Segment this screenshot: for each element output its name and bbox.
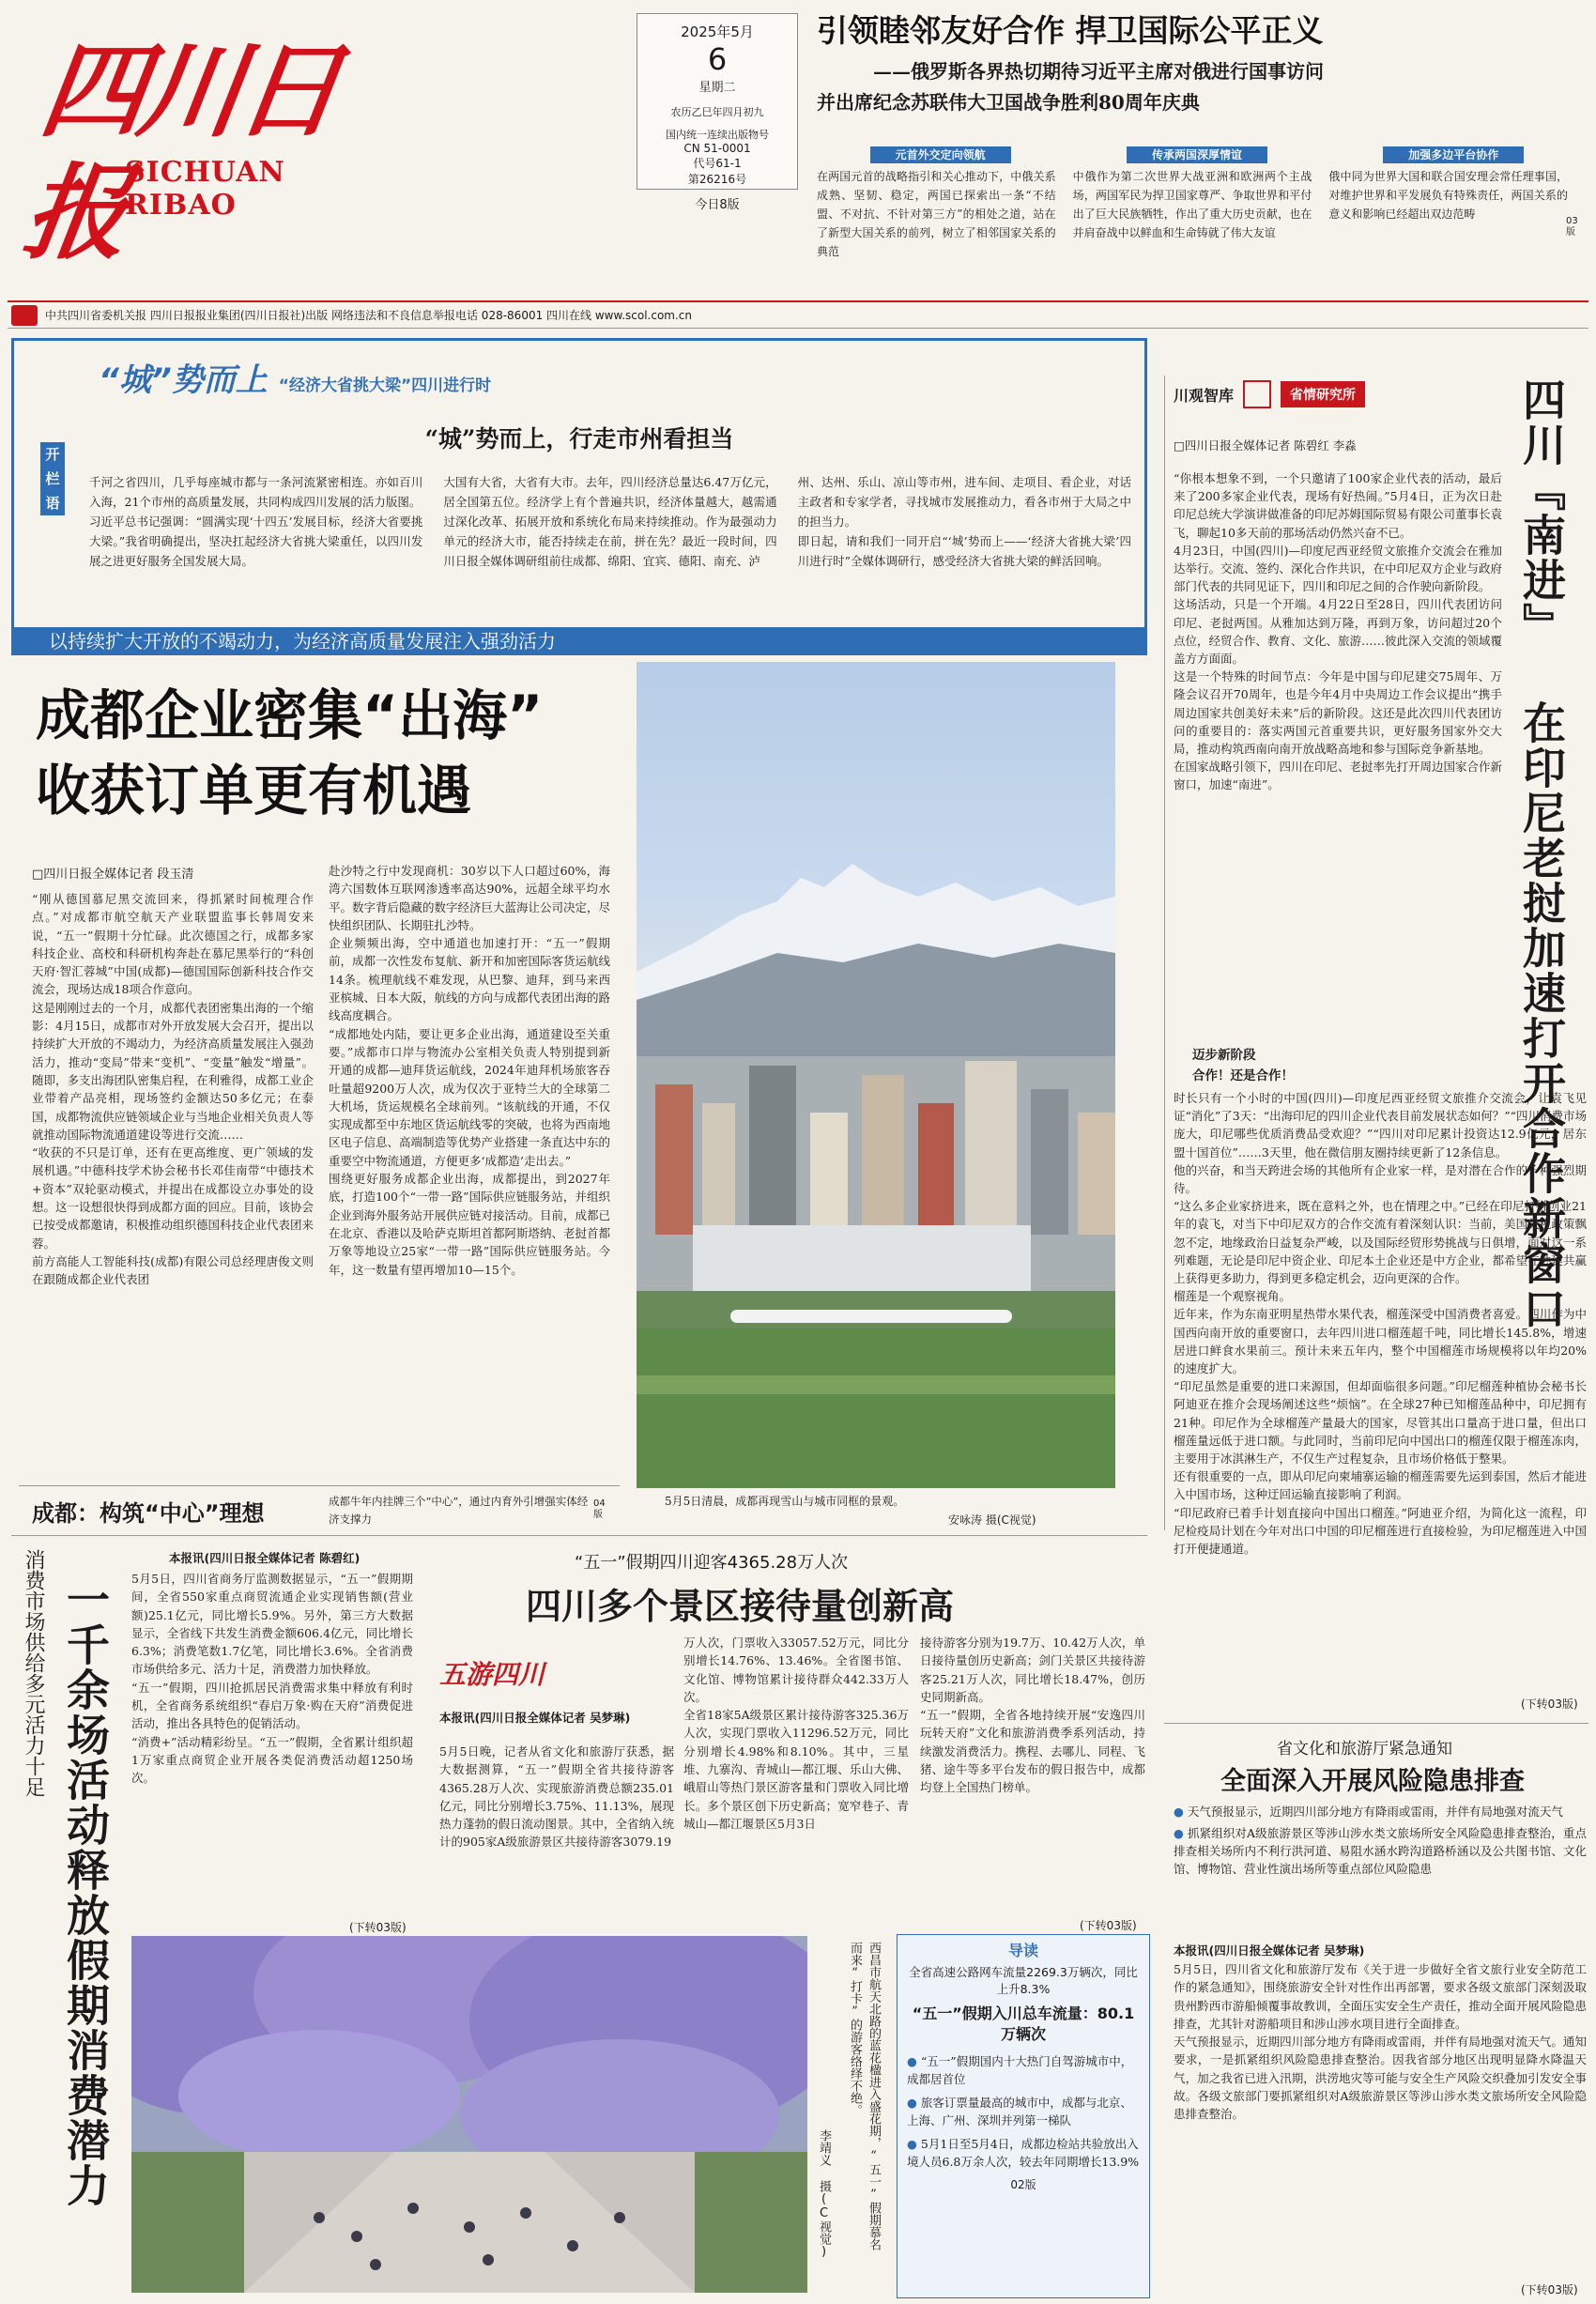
pointer-text: 成都牛年内挂牌三个“中心”，通过内育外引增强实体经济支撑力 (329, 1495, 589, 1526)
guide-item (898, 2047, 1149, 2090)
date-day: 6 (707, 41, 728, 77)
tourism-logo: 五游四川 (439, 1659, 545, 1690)
feature-column: 大国有大省，大省有大市。去年，四川经济总量达6.47万亿元，居全国第五位。经济学上有个普遍共识，经济体量越大，越需通过深化改革、拓展开放和系统化布局来持续推动。作为最强动力单元的经济大市，能否持续走在前，拼在先？最近一段时间，四川日报全媒体调研组前往成都、绵阳、宜宾、德阳、南充、泸 (443, 475, 777, 568)
tourism-column-2: 万人次，门票收入33057.52万元，同比分别增长14.76%、13.46%。全省图书馆、文化馆、博物馆累计接待群众442.33万人次。 全省18家5A级景区累计接待游客325.36万人次，实现门票收入11296.52万元，同比分别增长4.98%和8.10%。其中，三星堆、九寨沟、青城山—都江堰、乐山大佛、峨眉山等热门景区游客量和门票收入同比增长。多个景区创下历史新高；宽窄巷子、青城山—都江堰景区5月3日 (683, 1636, 909, 1831)
lead-photo (637, 662, 1115, 1488)
guide-item-text: 5月1日至5月4日，成都边检站共验放出入境人员6.8万余人次，较去年同期增长13.9% (907, 2137, 1140, 2169)
tourism-turn: (下转03版) (1080, 1919, 1137, 1932)
serial-code: 代号61-1 (693, 157, 742, 170)
jacaranda-street-illustration (131, 1936, 807, 2293)
consume-vertical-kicker: 消费市场供给多元活力十足 (22, 1549, 45, 1797)
think-tank-header (1174, 380, 1365, 408)
feature-box (11, 338, 1147, 653)
jacaranda-caption: 西昌市航天北路的蓝花楹进入盛花期，“五一”假期慕名而来“打卡”的游客络绎不绝。 (848, 1942, 881, 2250)
newspaper-logo-icon (11, 305, 38, 326)
risk-turn: (下转03版) (1521, 2283, 1578, 2296)
date-lunar: 农历乙巳年四月初九 (670, 106, 764, 118)
lead-photo-credit: 安咏涛 摄(C视觉) (948, 1513, 1036, 1527)
think-subhead-1: 迈步新阶段 (1192, 1048, 1256, 1063)
pointer-title: 成都：构筑“中心”理想 (32, 1500, 265, 1527)
feature-headline: “城”势而上，行走市州看担当 (424, 425, 734, 453)
tourism-kicker: “五一”假期四川迎客4365.28万人次 (575, 1553, 849, 1573)
jacaranda-credit: 李靖义 摄(C视觉) (817, 2129, 831, 2259)
top-news-page-ref: 03 版 (1566, 216, 1578, 238)
risk-bullet-text: 天气预报显示，近期四川部分地方有降雨或雷雨，并伴有局地强对流天气 (1187, 1805, 1563, 1819)
tourism-headline: 四川多个景区接待量创新高 (526, 1586, 955, 1627)
jacaranda-photo (131, 1936, 807, 2293)
think-tank-logo: 川观智库 (1174, 386, 1235, 405)
consume-body: 5月5日，四川省商务厅监测数据显示，“五一”假期期间，全省550家重点商贸流通企业实现销售额(营业额)25.1亿元，同比增长5.9%。另外，第三方大数据显示，全省线下共发生消费金额606.4亿元，同比增长6.3%；消费笔数1.7亿笔，同比增长3.6%。全省消费市场供给多元、活力十足，消费潜力加快释放。 “五一”假期，四川抢抓居民消费需求集中释放有利时机，全省商务系统组织“春启万象·购在天府”消费促进活动，推出各具特色的促销活动。 “消费+”活动精彩纷呈。“五一”假期，全省累计组织超1万家重点商贸企业开展各类促消费活动超1250场次。 (131, 1572, 413, 1786)
think-vertical-title: 四川『南进』 在印尼老挝加速打开合作新窗口 (1516, 377, 1567, 1331)
risk-bullet-text: 抓紧组织对A级旅游景区等涉山涉水类文旅场所安全风险隐患排查整治，重点排查相关场所内不利行洪河道、易阻水涵水跨沟道路桥涵以及公共图书馆、文化馆、博物馆、营业性演出场所等重点部位风险隐患 (1174, 1826, 1587, 1876)
risk-byline: 本报讯(四川日报全媒体记者 吴梦琳) (1174, 1943, 1365, 1958)
feature-column: 千河之省四川，几乎每座城市都与一条河流紧密相连。亦如百川入海，21个市州的高质量发展，共同构成四川发展的活力版图。 习近平总书记强调：“圆满实现‘十四五’发展目标，经济大省要挑大梁。”我省明确提出，坚决扛起经济大省挑大梁重任，以四川发展之进更好服务全国发展大局。 (89, 475, 423, 568)
lead-headline-1: 成都企业密集“出海” (36, 684, 544, 747)
top-news-column-label: 加强多边平台协作 (1383, 146, 1524, 163)
pointer-page: 04 版 (593, 1498, 606, 1520)
date-weekday: 星期二 (698, 81, 736, 95)
serial-label: 国内统一连续出版物号 (666, 129, 769, 141)
think-tank-emblem-icon (1243, 380, 1271, 408)
think-turn: (下转03版) (1521, 1697, 1578, 1711)
think-byline: □四川日报全媒体记者 陈碧红 李淼 (1174, 438, 1357, 453)
guide-page: 02版 (1010, 2178, 1036, 2191)
risk-bullet (1174, 1824, 1587, 1878)
lead-headline-2: 收获订单更有机遇 (36, 759, 472, 822)
masthead (16, 13, 392, 273)
info-bar (8, 300, 1588, 329)
guide-title: 导读 (1007, 1942, 1038, 1959)
top-news-column-text: 俄中同为世界大国和联合国安理会常任理事国，对维护世界和平发展负有特殊责任，两国关系的意义和影响已经超出双边范畴 (1328, 170, 1569, 221)
think-body-2: 时长只有一个小时的中国(四川)—印度尼西亚经贸文旅推介交流会，让袁飞见证“消化”了3天：“出海印尼的四川企业代表目前发展状态如何？”“四川消费市场庞大，印尼哪些优质消费品受欢迎？”“四川对印尼累计投资达12.9亿元，居东盟十国首位”……3天里，他在微信朋友圈持续更新了12条信息。 他的兴奋，和当天跨进会场的其他所有企业家一样，是对潜在合作的一种强烈期待。 “这么多企业家挤进来，既在意料之外，也在情理之中。”已经在印尼打拼创业21年的袁飞，对当下中印尼双方的合作交流有着深刻认识：当前，美国关税政策飘忽不定，地缘政治日益复杂严峻，以及国际经贸形势挑战与日俱增，面对这一系列难题，无论是印尼中资企业、印尼本土企业还是中方企业，都希望在共建共赢上获得更多助力，得到更多稳定机会，迈向更深的合作。 榴莲是一个观察视角。 近年来，作为东南亚明星热带水果代表，榴莲深受中国消费者喜爱。四川作为中国西向南开放的重要窗口，去年四川进口榴莲超千吨，同比增长145.8%，增速居进口鲜食水果前三。预计未来五年内，整个中国榴莲市场规模将以年均20%的速度扩大。 “印尼虽然是重要的进口来源国，但却面临很多问题。”印尼榴莲种植协会秘书长阿迪亚在推介会现场阐述这些“烦恼”。在全球27种已知榴莲品种中，印尼拥有21种。印尼作为全球榴莲产量最大的国家，尽管其出口量高于进口量，但出口榴莲量远低于进口额。与此同时，当前印尼向中国出口的榴莲仅限于榴莲冻肉，主要用于冰淇淋生产，不仅生产过程复杂，且市场价格低于整果。 还有很重要的一点，即从印尼向柬埔寨运输的榴莲需要先运到泰国，然后才能进入中国市场，这种迂回运输直接影响了利润。 “印尼政府已着手计划直接向中国出口榴莲。”阿迪亚介绍，为简化这一流程，印尼检疫局计划在今年对出口中国的印尼榴莲进行直接检验，为印尼榴莲进入中国打开便捷通道。 (1174, 1091, 1587, 1557)
info-bar-text: 中共四川省委机关报 四川日报报业集团(四川日报社)出版 网络违法和不良信息举报电话 028-86001 四川在线 www.scol.com.cn (45, 309, 692, 322)
feature-opening-tag: 开 栏 语 (40, 442, 65, 515)
think-subhead-2: 合作！还是合作！ (1192, 1068, 1294, 1083)
guide-lead: 全省高速公路网车流量2269.3万辆次，同比上升8.3% (909, 1965, 1138, 1996)
guide-box (897, 1934, 1150, 2298)
top-news-column-label: 传承两国深厚情谊 (1127, 146, 1267, 163)
top-news-title: 引领睦邻友好合作 捍卫国际公平正义 (817, 12, 1324, 49)
city-skyline-illustration (637, 662, 1115, 1488)
risk-bullet (1174, 1803, 1587, 1820)
think-body-1: “你根本想象不到，一个只邀请了100家企业代表的活动，最后来了200多家企业代表，现场有好热闹。”5月4日，正为次日赴印尼总统大学演讲做准备的印尼苏姆国际贸易有限公司董事长袁飞，聊起10多天前的那场活动仍然兴奋不已。 4月23日，中国(四川)—印度尼西亚经贸文旅推介交流会在雅加达举行。交流、签约、深化合作共识，在中印尼双方企业与政府部门代表的共同见证下，四川和印尼之间的合作驶向新阶段。 这场活动，只是一个开端。4月22日至28日，四川代表团访问印尼、老挝两国。从雅加达到万隆，再到万象，访问超过20个点位，经贸合作、教育、文化、旅游……彼此深入交流的领域覆盖方方面面。 这是一个特殊的时间节点：今年是中国与印尼建交75周年、万隆会议召开70周年，也是今年4月中央周边工作会议提出“携手周边国家共创美好未来”后的新阶段。这还是此次四川代表团访问的重要目的：落实两国元首重要共识，更好服务国家外交大局，推动构筑西南向南开放战略高地和参与国际竞争新基地。 在国家战略引领下，四川在印尼、老挝率先打开周边国家合作新窗口，加速“南进”。 (1174, 471, 1502, 792)
tourism-column-1: 5月5日晚，记者从省文化和旅游厅获悉，据大数据测算，“五一”假期全省共接待游客4365.28万人次、实现旅游消费总额235.01亿元，同比分别增长3.75%、11.13%，展现热力蓬勃的假日流动图景。其中，全省纳入统计的905家A级旅游景区共接待游客3079.19 (439, 1744, 674, 1850)
top-news-subtitle-2: 并出席纪念苏联伟大卫国战争胜利80周年庆典 (817, 91, 1200, 114)
top-news-column-text: 中俄作为第二次世界大战亚洲和欧洲两个主战场，两国军民为捍卫国家尊严、争取世界和平付出了巨大民族牺牲，作出了重大历史贡献，也在并肩奋战中以鲜血和生命铸就了伟大友谊 (1072, 170, 1312, 239)
top-news-column-label: 元首外交定向领航 (870, 146, 1011, 163)
masthead-title: 四川日报 (16, 30, 345, 273)
tourism-byline: 本报讯(四川日报全媒体记者 吴梦琳) (439, 1711, 631, 1725)
feature-banner-title: “城”势而上 (99, 361, 268, 399)
guide-headline: “五一”假期入川总车流量：80.1万辆次 (912, 2004, 1135, 2043)
serial-cn: CN 51-0001 (683, 142, 751, 155)
consume-byline: 本报讯(四川日报全媒体记者 陈碧红) (169, 1551, 361, 1565)
guide-item (898, 2131, 1149, 2173)
serial-issue: 第26216号 (687, 173, 747, 186)
top-news-subtitle-1: ——俄罗斯各界热切期待习近平主席对俄进行国事访问 (873, 60, 1324, 83)
think-tank-badge: 省情研究所 (1281, 381, 1365, 407)
feature-banner-subtitle: “经济大省挑大梁”四川进行时 (278, 376, 492, 395)
date-block (637, 13, 798, 212)
guide-item (898, 2090, 1149, 2131)
risk-headline: 全面深入开展风险隐患排查 (1220, 1767, 1525, 1796)
top-news-column-text: 在两国元首的战略指引和关心推动下，中俄关系成熟、坚韧、稳定，两国已探索出一条“不结盟、不对抗、不针对第三方”的相处之道，站在了新型大国关系的前列，树立了相邻国家关系的典范 (817, 170, 1056, 258)
lead-photo-caption: 5月5日清晨，成都再现雪山与城市同框的景观。 (665, 1495, 905, 1508)
risk-kicker: 省文化和旅游厅紧急通知 (1277, 1740, 1452, 1759)
risk-body: 5月5日，四川省文化和旅游厅发布《关于进一步做好全省文旅行业安全防范工作的紧急通知》，围绕旅游安全针对性作出再部署，要求各级文旅部门深刻汲取贵州黔西市游船倾覆事故教训，全面压实安全生产责任，推动全面开展风险隐患排查，尤其针对游船项目和涉山涉水项目进行全面排查。 天气预报显示，近期四川部分地方有降雨或雷雨，并伴有局地强对流天气。通知要求，一是抓紧组织风险隐患排查整治。因我省部分地区出现明显降水降温天气，加之我省已进入汛期，洪涝地灾等可能与安全生产风险交织叠加引发安全事故。各级文旅部门要抓紧组织对A级旅游景区等涉山涉水类文旅场所安全风险隐患排查整治。 (1174, 1962, 1587, 2122)
lead-column-2: 赴沙特之行中发现商机：30岁以下人口超过60%，海湾六国数体互联网渗透率高达90%，远超全球平均水平。数字背后隐藏的数字经济巨大蓝海让公司决定，尽快组织团队、长期驻扎沙特。 企业频频出海，空中通道也加速打开：“五一”假期前，成都一次性发布复航、新开和加密国际客货运航线14条。梳理航线不难发现，从巴黎、迪拜，到马来西亚槟城、日本大阪，航线的方向与成都代表团出海的路线高度耦合。 “成都地处内陆，要让更多企业出海，通道建设至关重要。”成都市口岸与物流办公室相关负责人特别提到新开通的成都—迪拜货运航线，2024年迪拜机场旅客吞吐量超9200万人次，成为仅次于亚特兰大的全球第二大机场，货运规模名全球前列。“该航线的开通，不仅实现成都至中东地区货运航线零的突破，也将为西南地区电子信息、高端制造等优势产业搭建一条直达中东的重要空中物流通道，方便更多‘成都造’走出去。” 围绕更好服务成都企业出海，成都提出，到2027年底，打造100个“一带一路”国际供应链服务站，并组织企业到海外服务站开展供应链对接活动。目前，成都已在北京、香港以及哈萨克斯坦首都阿斯塔纳、老挝首都万象等地设立25家“一带一路”国际供应链服务站。今年，这一数量有望再增加10—15个。 (329, 864, 610, 1277)
masthead-english: SICHUAN RIBAO (125, 156, 285, 222)
guide-item-text: 旅客订票量最高的城市中，成都与北京、上海、广州、深圳并列第一梯队 (907, 2096, 1132, 2127)
consume-vertical-title: 一千余场活动释放假期消费潜力 (60, 1577, 111, 2208)
page-count: 今日8版 (695, 198, 740, 212)
feature-column: 州、达州、乐山、凉山等市州，进车间、走项目、看企业，对话主政者和专家学者，寻找城市发展推动力，看各市州于大局之中的担当力。 即日起，请和我们一同开启“‘城’势而上——‘经济大省挑大梁’四川进行时”全媒体调研行，感受经济大省挑大梁的鲜活回响。 (797, 475, 1131, 568)
lead-byline: □四川日报全媒体记者 段玉清 (32, 868, 194, 882)
lead-band: 以持续扩大开放的不竭动力，为经济高质量发展注入强劲活力 (11, 627, 1147, 655)
guide-item-text: “五一”假期国内十大热门自驾游城市中，成都居首位 (907, 2054, 1133, 2086)
tourism-column-3: 接待游客分别为19.7万、10.42万人次，单日接待量创历史新高；剑门关景区共接待游客25.21万人次，同比增长18.47%，创历史同期新高。 “五一”假期，全省各地持续开展“安逸四川 玩转天府”文化和旅游消费季系列活动，持续激发消费活力。携程、去哪儿、同程、飞猪、途牛等多平台发布的假日报告中，成都均登上全国热门榜单。 (920, 1636, 1145, 1795)
date-year-month: 2025年5月 (681, 23, 754, 40)
consume-turn: (下转03版) (349, 1921, 407, 1934)
risk-bullets (1174, 1803, 1587, 1878)
lead-column-1: “刚从德国慕尼黑交流回来，得抓紧时间梳理合作点。”对成都市航空航天产业联盟监事长韩周安来说，“五一”假期十分忙碌。此次德国之行，成都多家科技企业、高校和科研机构奔赴在慕尼黑举行的“科创天府·智汇蓉城”中国(成都)—德国国际创新科技合作交流会，现场达成18项合作意向。 这是刚刚过去的一个月，成都代表团密集出海的一个缩影：4月15日，成都市对外开放发展大会召开，提出以持续扩大开放的不竭动力，为经济高质量发展注入强劲活力，推动“变局”带来“变机”、“变量”触发“增量”。随即，多支出海团队密集启程，在利雅得，成都工业企业带着产品亮相，现场签约金额达50多亿元；在泰国，成都物流供应链领域企业与当地企业相关负责人等就推动国际物流通道建设等进行交流…… “收获的不只是订单，还有在更高维度、更广领域的发展机遇。”中德科技学术协会秘书长邓佳南带“中德技术+资本”双轮驱动模式，并提出在成都设立办事处的设想。这一设想很快得到成都方面的回应。目前，该协会已按受成都邀请，积极推动组织德国科技企业代表团来蓉。 前方高能人工智能科技(成都)有限公司总经理唐俊文则在跟随成都企业代表团 (32, 892, 314, 1287)
